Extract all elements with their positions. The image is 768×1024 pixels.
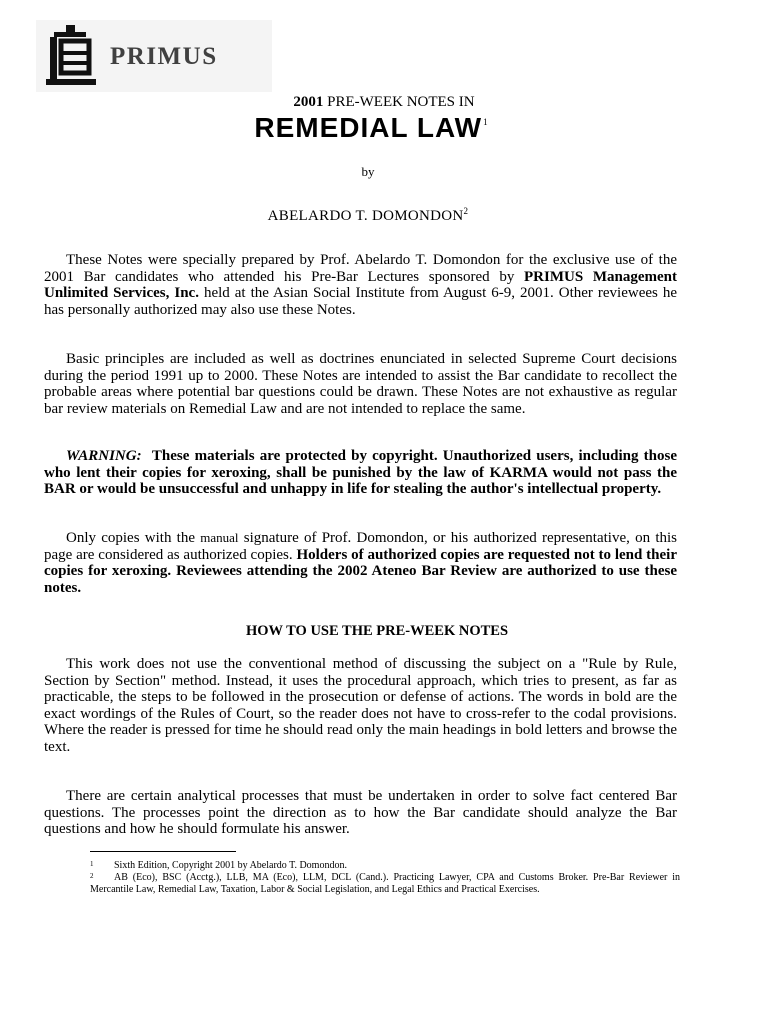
subtitle: PRE-WEEK NOTES IN [327, 94, 475, 110]
warning-paragraph [44, 448, 677, 498]
intro-paragraph-2: Basic principles are included as well as doctrines enunciated in selected Supreme Court decisions during the period 1991 up to 2000. These Notes are intended to assist the Bar candidate to recollect the probable areas where potential bar questions could be drawn. These Notes are not exhaustive as regular bar review materials on Remedial Law and are not intended to replace the same. [44, 351, 677, 417]
author-line [0, 206, 736, 225]
by-line: by [361, 164, 375, 179]
title-text: REMEDIAL LAW [254, 112, 483, 143]
authorized-copies-notice: Holders of authorized copies are requested not to lend their copies for xeroxing. Reviewees attending the 2002 Ateneo Bar Review are authorized to use these notes. [44, 546, 678, 596]
title-footnote-ref: 1 [483, 117, 488, 127]
footnote-number: 2 [90, 872, 94, 880]
intro-paragraph-1: These Notes were specially prepared by Prof. Abelardo T. Domondon for the exclusive use of the 2001 Bar candidates who attended his Pre-Bar Lectures sponsored by PRIMUS Management Unlimited Services, Inc. held at the Asian Social Institute from August 6-9, 2001. Other reviewees he has personally authorized may also use these Notes. [44, 252, 678, 318]
footnote-2 [90, 870, 680, 896]
author-name: ABELARDO T. DOMONDON [267, 208, 464, 224]
manual-word: manual [200, 530, 239, 545]
footnote-text: Sixth Edition, Copyright 2001 by Abelardo T. Domondon. [114, 860, 347, 871]
author-footnote-ref: 2 [463, 206, 469, 216]
year: 2001 [293, 94, 324, 110]
footnote-divider [90, 851, 236, 852]
warning-label: WARNING: [66, 448, 142, 464]
primus-logo [36, 20, 272, 92]
authorized-copies-paragraph: Only copies with the manual signature of Prof. Domondon, or his authorized representative, on this page are considered as authorized copies. Holders of authorized copies are requested not to lend their copies for xeroxing. Reviewees attending the 2002 Ateneo Bar Review are authorized to use these notes. [44, 530, 678, 596]
document-title [0, 112, 742, 144]
section-heading: HOW TO USE THE PRE-WEEK NOTES [245, 623, 509, 639]
warning-text: These materials are protected by copyright. Unauthorized users, including those who lent their copies for xeroxing, shall be punished by the law of KARMA would not pass the BAR or would be unsuccessful and unhappy in life for stealing the author's intellectual property. [44, 448, 678, 497]
sponsor-name: PRIMUS Management Unlimited Services, Inc. [44, 268, 677, 301]
subtitle-line [0, 94, 768, 111]
chinese-character-logo-icon [40, 23, 100, 89]
howto-paragraph-2: There are certain analytical processes that must be undertaken in order to solve fact centered Bar questions. The processes point the direction as to how the Bar candidate should analyze the Bar questions and how he should formulate his answer. [44, 788, 677, 837]
footnote-number: 1 [90, 860, 94, 868]
howto-paragraph-1: This work does not use the conventional method of discussing the subject on a "Rule by Rule, Section by Section" method. Instead, it uses the procedural approach, which tries to present, as far as practicable, the steps to be followed in the prosecution or defense of actions. The words in bold are the exact wordings of the Rules of Court, so the reader does not have to cross-refer to the codal provisions. Where the reader is pressed for time he should read only the main headings in bold letters and browse the text. [44, 656, 677, 755]
logo-text: PRIMUS [110, 43, 218, 70]
footnote-text: AB (Eco), BSC (Acctg.), LLB, MA (Eco), LLM, DCL (Cand.). Practicing Lawyer, CPA and Customs Broker. Pre-Bar Reviewer in Mercantile Law, Remedial Law, Taxation, Labor & Social Legislation, and Legal Ethics and Practical Exercises. [90, 872, 680, 895]
